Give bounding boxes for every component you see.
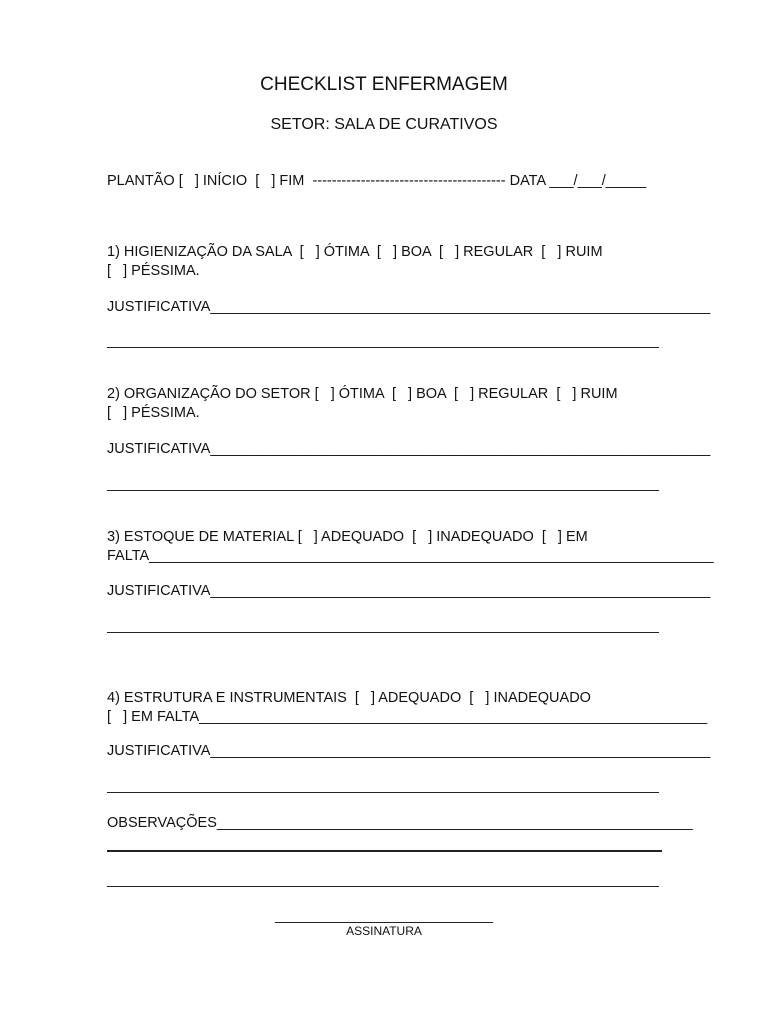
observations-blank-line-2 bbox=[107, 886, 659, 887]
document-title: CHECKLIST ENFERMAGEM bbox=[260, 74, 508, 95]
document-subtitle: SETOR: SALA DE CURATIVOS bbox=[270, 116, 498, 133]
item-2-options-cont: [ ] PÉSSIMA. bbox=[107, 405, 200, 421]
item-4-justification: JUSTIFICATIVA______________________________________________________________ bbox=[107, 743, 711, 759]
shift-date-line: PLANTÃO [ ] INÍCIO [ ] FIM ---------------------------------------- DATA ___/___/_____ bbox=[107, 173, 647, 189]
item-3-options-cont: FALTA______________________________________________________________________ bbox=[107, 548, 714, 564]
item-2-blank-line bbox=[107, 490, 659, 491]
item-1-justification: JUSTIFICATIVA______________________________________________________________ bbox=[107, 299, 711, 315]
item-1-blank-line bbox=[107, 347, 659, 348]
item-1-options-cont: [ ] PÉSSIMA. bbox=[107, 263, 200, 279]
signature-label: ASSINATURA bbox=[346, 924, 422, 938]
signature-line bbox=[275, 922, 493, 923]
item-3-blank-line bbox=[107, 632, 659, 633]
item-2-options: 2) ORGANIZAÇÃO DO SETOR [ ] ÓTIMA [ ] BOA [ ] REGULAR [ ] RUIM bbox=[107, 386, 618, 402]
item-4-options: 4) ESTRUTURA E INSTRUMENTAIS [ ] ADEQUADO [ ] INADEQUADO bbox=[107, 690, 591, 706]
item-2-justification: JUSTIFICATIVA______________________________________________________________ bbox=[107, 441, 711, 457]
item-4-options-cont: [ ] EM FALTA_______________________________________________________________ bbox=[107, 709, 708, 725]
item-3-options: 3) ESTOQUE DE MATERIAL [ ] ADEQUADO [ ] INADEQUADO [ ] EM bbox=[107, 529, 588, 545]
item-4-blank-line bbox=[107, 792, 659, 793]
observations-line: OBSERVAÇÕES___________________________________________________________ bbox=[107, 815, 693, 831]
observations-blank-line-1 bbox=[107, 850, 662, 852]
item-1-options: 1) HIGIENIZAÇÃO DA SALA [ ] ÓTIMA [ ] BOA [ ] REGULAR [ ] RUIM bbox=[107, 244, 603, 260]
item-3-justification: JUSTIFICATIVA______________________________________________________________ bbox=[107, 583, 711, 599]
